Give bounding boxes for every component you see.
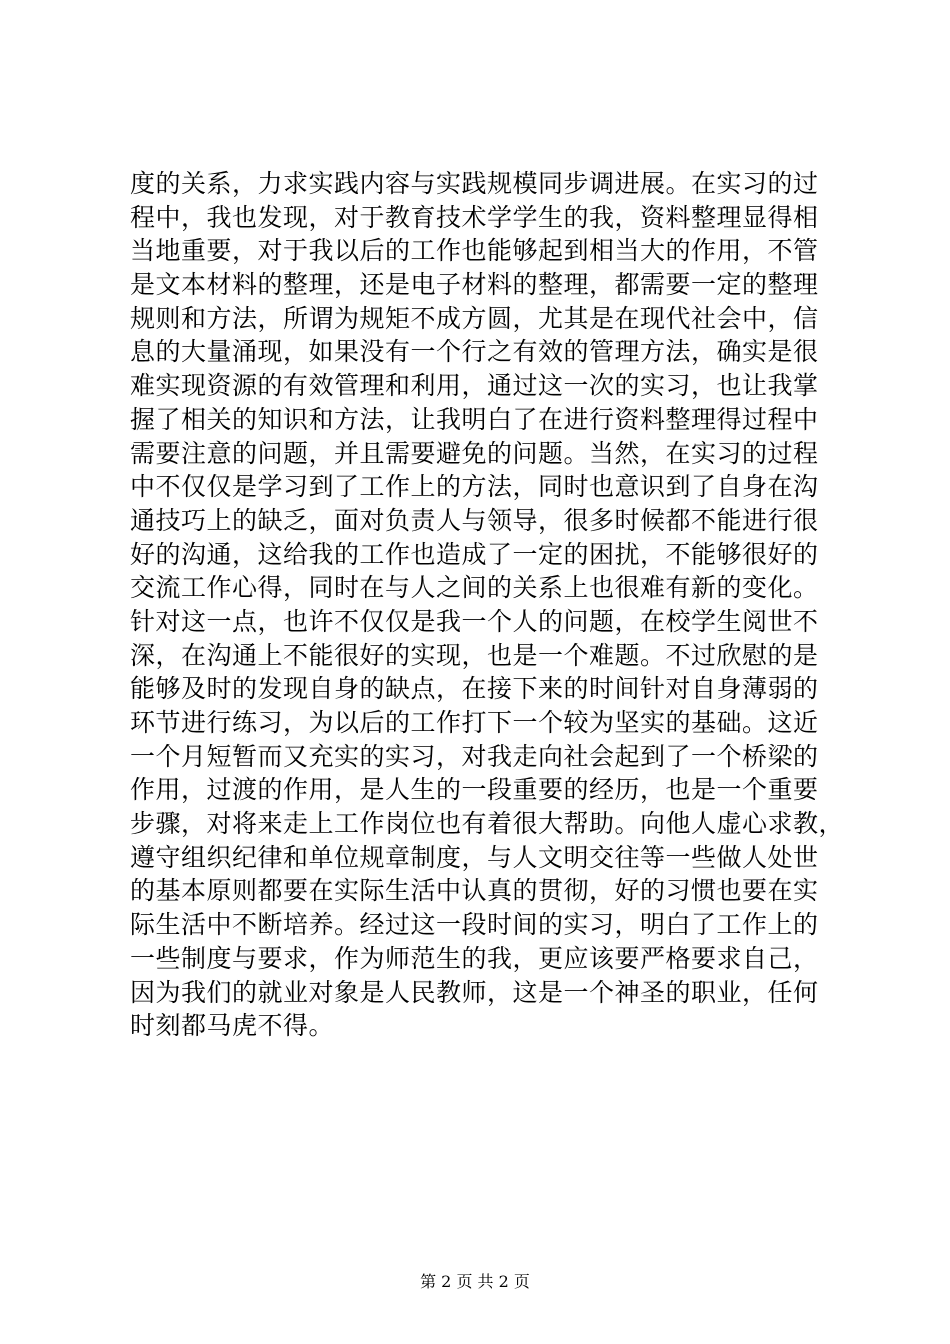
text-line: 作用，过渡的作用，是人生的一段重要的经历，也是一个重要 — [130, 775, 819, 805]
text-line: 难实现资源的有效管理和利用，通过这一次的实习，也让我掌 — [130, 371, 819, 401]
text-line: 通技巧上的缺乏，面对负责人与领导，很多时候都不能进行很 — [130, 505, 819, 535]
text-line: 遵守组织纪律和单位规章制度，与人文明交往等一些做人处世 — [130, 842, 819, 872]
text-line: 息的大量涌现，如果没有一个行之有效的管理方法，确实是很 — [130, 337, 819, 367]
text-line: 需要注意的问题，并且需要避免的问题。当然，在实习的过程 — [130, 438, 819, 468]
text-line: 际生活中不断培养。经过这一段时间的实习，明白了工作上的 — [130, 910, 819, 940]
text-line: 一个月短暂而又充实的实习，对我走向社会起到了一个桥梁的 — [130, 741, 819, 771]
text-line: 深，在沟通上不能很好的实现，也是一个难题。不过欣慰的是 — [130, 640, 819, 670]
text-line: 规则和方法，所谓为规矩不成方圆，尤其是在现代社会中，信 — [130, 303, 819, 333]
text-line: 因为我们的就业对象是人民教师，这是一个神圣的职业，任何 — [130, 977, 819, 1007]
text-line: 度的关系，力求实践内容与实践规模同步调进展。在实习的过 — [130, 169, 819, 198]
text-line: 时刻都马虎不得。 — [130, 1011, 335, 1041]
text-line: 中不仅仅是学习到了工作上的方法，同时也意识到了自身在沟 — [130, 472, 819, 502]
text-line: 当地重要，对于我以后的工作也能够起到相当大的作用，不管 — [130, 236, 819, 266]
text-line: 能够及时的发现自身的缺点，在接下来的时间针对自身薄弱的 — [130, 674, 819, 704]
text-line: 交流工作心得，同时在与人之间的关系上也很难有新的变化。 — [130, 573, 819, 603]
text-line: 的基本原则都要在实际生活中认真的贯彻，好的习惯也要在实 — [130, 876, 819, 906]
text-line: 环节进行练习，为以后的工作打下一个较为坚实的基础。这近 — [130, 708, 819, 737]
text-line: 一些制度与要求，作为师范生的我，更应该要严格要求自己， — [130, 943, 819, 973]
page-number-footer: 第 2 页 共 2 页 — [420, 1272, 530, 1291]
text-line: 程中，我也发现，对于教育技术学学生的我，资料整理显得相 — [130, 202, 819, 232]
text-line: 握了相关的知识和方法，让我明白了在进行资料整理得过程中 — [130, 404, 819, 434]
body-paragraph — [130, 167, 845, 1043]
text-line: 步骤，对将来走上工作岗位也有着很大帮助。向他人虚心求教， — [130, 809, 845, 839]
text-line: 针对这一点，也许不仅仅是我一个人的问题，在校学生阅世不 — [130, 606, 819, 636]
text-line: 好的沟通，这给我的工作也造成了一定的困扰，不能够很好的 — [130, 539, 819, 569]
text-line: 是文本材料的整理，还是电子材料的整理，都需要一定的整理 — [130, 270, 819, 300]
